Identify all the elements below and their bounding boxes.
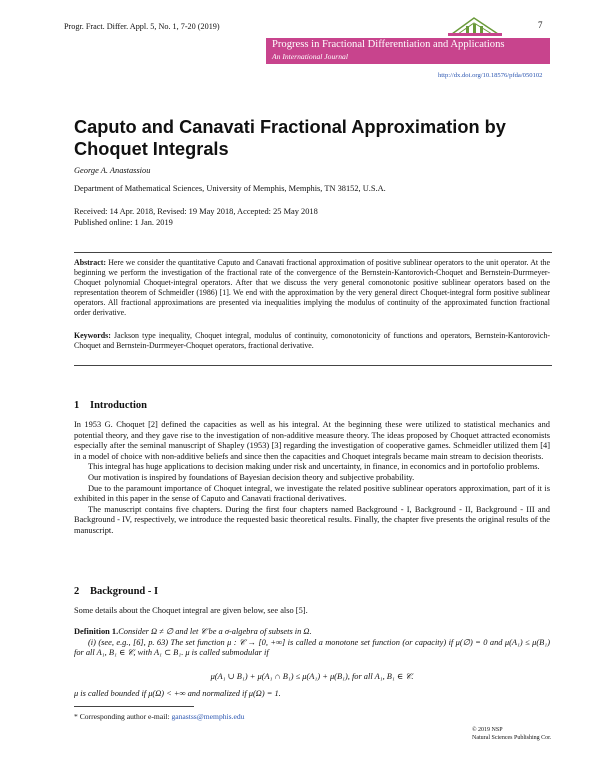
published-date: Published online: 1 Jan. 2019 <box>74 218 173 227</box>
intro-paragraph-1: In 1953 G. Choquet [2] defined the capacities as well as his integral. At the beginning these were utilized to statistical mechanics and potential theory, and they gave rise to the investigation of non-additive measure theory. The ideas proposed by Choquet attracted economists especially after the seminal manuscript of Shapley (1953) [3] regarding the investigation of cooperative games. Schmeidler utilized them [4] in a model of choice with non-additive beliefs and since then the capacities and Choquet integrals became main stream to decision theorists. <box>74 420 550 461</box>
section-1-title: Introduction <box>90 400 147 411</box>
keywords-text: Jackson type inequality, Choquet integral, modulus of continuity, comonotonicity of functions and operators, Bernstein-Kantorovich-Choquet and Bernstein-Durrmeyer-Choquet operators, fractional derivative. <box>74 331 550 351</box>
section-2-number: 2 <box>74 586 80 597</box>
keywords <box>74 331 550 351</box>
copyright-line-1: © 2019 NSP <box>472 727 503 733</box>
running-header: Progr. Fract. Differ. Appl. 5, No. 1, 7-20 (2019) <box>64 22 220 31</box>
doi-link[interactable]: http://dx.doi.org/10.18576/pfda/050102 <box>438 72 543 79</box>
divider-bottom <box>74 365 552 366</box>
author-email-link[interactable]: ganastss@memphis.edu <box>171 712 245 721</box>
section-1-body <box>74 420 550 537</box>
definition-item-i: (i) (see, e.g., [6], p. 63) The set function μ : 𝒞 → [0, +∞] is called a monotone set function (or capacity) if μ(∅) = 0 and μ(A₁) ≤ μ(B₁) for all A₁, B₁ ∈ 𝒞, with A₁ ⊂ B₁. μ is called submodular if <box>74 637 550 658</box>
intro-paragraph-2: This integral has huge applications to decision making under risk and uncertainty, in finance, in economics and in portofolio problems. <box>88 462 540 472</box>
section-2-title: Background - I <box>90 586 159 597</box>
section-1-heading <box>74 400 147 411</box>
page-number: 7 <box>538 20 543 30</box>
affiliation: Department of Mathematical Sciences, University of Memphis, Memphis, TN 38152, U.S.A. <box>74 184 386 193</box>
footnote <box>74 712 244 721</box>
journal-banner <box>266 38 550 64</box>
abstract <box>74 258 550 319</box>
abstract-text: Here we consider the quantitative Caputo and Canavati fractional approximation of positive sublinear operators to the unit operator. At the beginning we perform the investigation of the fractional rate of the convergence of the Bernstein-Kantorovich-Choquet and Bernstein-Durrmeyer-Choquet polynomial Choquet-integral operators. After that we discuss the very general comonotonic positive sublinear operators based on the representation theorem of Schmeidler (1986) [1]. We end with the approximation by the very general direct Choquet-integral form positive sublinear operators. All fractional approximations are presented via inequalities implying the modulus of continuity of the approximated function fractional order derivative. <box>74 258 550 318</box>
paper-title: Caputo and Canavati Fractional Approximation by Choquet Integrals <box>74 117 506 159</box>
abstract-label: Abstract: <box>74 258 106 267</box>
received-dates: Received: 14 Apr. 2018, Revised: 19 May 2018, Accepted: 25 May 2018 <box>74 207 318 216</box>
intro-paragraph-3: Our motivation is inspired by foundations of Bayesian decision theory and subjective probability. <box>88 472 415 482</box>
bounded-sentence: μ is called bounded if μ(Ω) < +∞ and normalized if μ(Ω) = 1. <box>74 689 281 698</box>
copyright <box>472 727 551 742</box>
definition-label: Definition 1. <box>74 627 119 636</box>
section-2-intro: Some details about the Choquet integral are given below, see also [5]. <box>74 606 308 615</box>
footnote-rule <box>74 706 194 707</box>
footnote-label: * Corresponding author e-mail: <box>74 712 170 721</box>
dates <box>74 206 318 228</box>
divider-top <box>74 252 552 253</box>
journal-subtitle: An International Journal <box>272 52 348 61</box>
copyright-line-2: Natural Sciences Publishing Cor. <box>472 734 552 741</box>
nsp-logo-icon <box>444 14 506 38</box>
definition-text: Consider Ω ≠ ∅ and let 𝒞 be a σ-algebra of subsets in Ω. <box>118 627 312 636</box>
intro-paragraph-5: The manuscript contains five chapters. During the first four chapters named Background - I, Background - II, Background - III and Background - IV, respectively, we introduce the requested basic theoretical results. Finally, the chapter five presents the original results of the manuscript. <box>74 504 550 535</box>
section-1-number: 1 <box>74 400 80 411</box>
journal-title: Progress in Fractional Differentiation and Applications <box>272 39 505 50</box>
author: George A. Anastassiou <box>74 166 151 175</box>
definition-1 <box>74 627 550 659</box>
submodular-equation: μ(A₁ ∪ B₁) + μ(A₁ ∩ B₁) ≤ μ(A₁) + μ(B₁), for all A₁, B₁ ∈ 𝒞. <box>210 672 414 681</box>
section-2-heading <box>74 586 158 597</box>
keywords-label: Keywords: <box>74 331 111 340</box>
intro-paragraph-4: Due to the paramount importance of Choquet integral, we investigate the related positive sublinear operators approximation, part of it is exhibited in this paper in the sense of Caputo and Canavati fractional derivatives. <box>74 483 550 504</box>
